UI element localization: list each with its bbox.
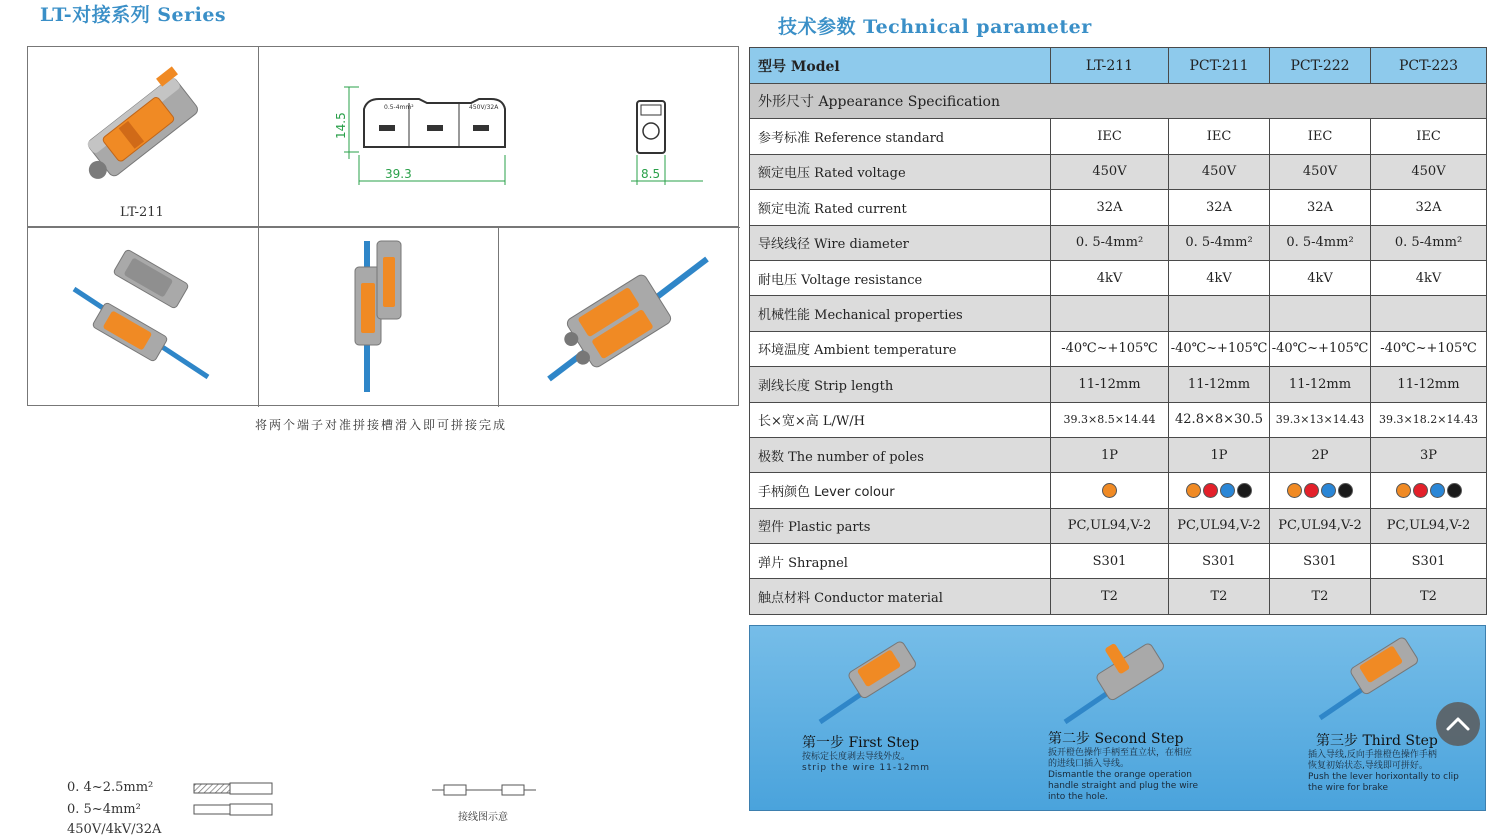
lever-colour-swatch (1413, 483, 1428, 498)
connector-photo-icon (28, 47, 259, 227)
row-value-cell: -40℃~+105℃ (1270, 331, 1371, 366)
row-label-cell: 导线线径 Wire diameter (750, 225, 1051, 260)
step-2-title: 第二步 Second Step (1048, 731, 1184, 747)
row-value-cell: T2 (1051, 579, 1169, 614)
row-label-cell: 长×宽×高 L/W/H (750, 402, 1051, 437)
table-row (750, 544, 1487, 579)
legend-rating: 450V/4kV/32A (67, 822, 162, 837)
scroll-to-top-icon (1436, 702, 1480, 746)
lever-colour-swatch (1237, 483, 1252, 498)
dimension-drawing-cell (259, 47, 739, 227)
row-value-cell: 42.8×8×30.5 (1169, 402, 1270, 437)
row-value-cell: 39.3×8.5×14.44 (1051, 402, 1169, 437)
row-value-cell: 0. 5-4mm² (1169, 225, 1270, 260)
rating-label: 450V/32A (469, 104, 499, 111)
lever-colour-swatches (1396, 483, 1462, 498)
table-row (750, 260, 1487, 295)
product-caption: LT-211 (120, 205, 164, 220)
lever-colour-cell (1270, 473, 1371, 508)
row-value-cell: 0. 5-4mm² (1051, 225, 1169, 260)
row-value-cell: 1P (1051, 437, 1169, 472)
height-dimension: 14.5 (334, 112, 348, 139)
series-title: LT-对接系列 Series (40, 4, 227, 26)
technical-parameter-table (749, 47, 1487, 615)
row-value-cell: 32A (1371, 190, 1487, 225)
row-value-cell: 11-12mm (1371, 367, 1487, 402)
section-label-cell: 外形尺寸 Appearance Specification (750, 84, 1487, 119)
lever-colour-swatch (1220, 483, 1235, 498)
lever-colour-swatch (1102, 483, 1117, 498)
row-value-cell: IEC (1270, 119, 1371, 154)
lever-colour-row (750, 473, 1487, 508)
lever-colour-swatches (1186, 483, 1252, 498)
row-label-cell: 环境温度 Ambient temperature (750, 331, 1051, 366)
row-label-cell: 极数 The number of poles (750, 437, 1051, 472)
table-row (750, 119, 1487, 154)
row-value-cell: IEC (1371, 119, 1487, 154)
table-row (750, 190, 1487, 225)
scroll-to-top-button[interactable] (1436, 702, 1480, 746)
legend-large-gauge: 0. 5~4mm² (67, 802, 141, 817)
lever-colour-cell (1169, 473, 1270, 508)
row-value-cell: 11-12mm (1169, 367, 1270, 402)
row-value-cell: 0. 5-4mm² (1371, 225, 1487, 260)
row-value-cell: IEC (1169, 119, 1270, 154)
assembly-photo-2 (259, 227, 499, 407)
row-value-cell: PC,UL94,V-2 (1169, 508, 1270, 543)
row-label-cell: 耐电压 Voltage resistance (750, 260, 1051, 295)
row-value-cell: 450V (1371, 154, 1487, 189)
row-value-cell: T2 (1270, 579, 1371, 614)
row-value-cell: PC,UL94,V-2 (1051, 508, 1169, 543)
row-value-cell: S301 (1051, 544, 1169, 579)
row-value-cell: 4kV (1051, 260, 1169, 295)
lever-colour-swatch (1396, 483, 1411, 498)
wire-gauge-diagram (190, 778, 280, 818)
row-value-cell: -40℃~+105℃ (1051, 331, 1169, 366)
row-value-cell: 0. 5-4mm² (1270, 225, 1371, 260)
step-1-title: 第一步 First Step (802, 735, 920, 751)
wiring-diagram-caption: 接线图示意 (458, 812, 508, 823)
row-value-cell: -40℃~+105℃ (1169, 331, 1270, 366)
row-value-cell: 2P (1270, 437, 1371, 472)
table-row (750, 367, 1487, 402)
row-value-cell: T2 (1371, 579, 1487, 614)
assembly-photo-3 (499, 227, 739, 407)
connector-photo-icon (499, 227, 739, 407)
connector-photo-icon (259, 227, 499, 407)
product-gallery (27, 46, 739, 406)
row-value-cell: PC,UL94,V-2 (1371, 508, 1487, 543)
row-value-cell: 32A (1051, 190, 1169, 225)
row-value-cell (1051, 296, 1169, 331)
row-value-cell: 11-12mm (1051, 367, 1169, 402)
row-label-cell: 弹片 Shrapnel (750, 544, 1051, 579)
table-row (750, 579, 1487, 614)
spec-label: 0.5-4mm² (384, 104, 414, 111)
row-value-cell: 4kV (1169, 260, 1270, 295)
lever-colour-swatch (1186, 483, 1201, 498)
installation-steps-panel (749, 625, 1486, 811)
product-photo-cell (28, 47, 259, 227)
lever-colour-swatch (1430, 483, 1445, 498)
lever-colour-swatch (1447, 483, 1462, 498)
parameter-title: 技术参数 Technical parameter (778, 16, 1092, 38)
table-row (750, 331, 1487, 366)
lever-colour-swatch (1304, 483, 1319, 498)
table-row (750, 402, 1487, 437)
lever-colour-swatch (1321, 483, 1336, 498)
row-value-cell: 1P (1169, 437, 1270, 472)
row-label-cell: 额定电压 Rated voltage (750, 154, 1051, 189)
row-label-cell: 塑件 Plastic parts (750, 508, 1051, 543)
row-value-cell: 450V (1051, 154, 1169, 189)
table-row (750, 154, 1487, 189)
row-value-cell: 39.3×18.2×14.43 (1371, 402, 1487, 437)
table-row (750, 508, 1487, 543)
row-value-cell: S301 (1169, 544, 1270, 579)
table-section-row (750, 84, 1487, 119)
row-value-cell: 450V (1270, 154, 1371, 189)
row-value-cell: T2 (1169, 579, 1270, 614)
dimension-drawing-icon (259, 47, 739, 227)
row-value-cell (1169, 296, 1270, 331)
wiring-diagram (430, 780, 540, 800)
table-row (750, 296, 1487, 331)
step-1-desc: 按标定长度剥去导线外皮。 strip the wire 11-12mm (802, 752, 931, 773)
row-value-cell (1371, 296, 1487, 331)
grid-divider (28, 227, 740, 228)
header-model-cell: LT-211 (1051, 48, 1169, 84)
row-label-cell: 剥线长度 Strip length (750, 367, 1051, 402)
lever-colour-cell (1051, 473, 1169, 508)
row-value-cell: 11-12mm (1270, 367, 1371, 402)
step-2-desc: 扳开橙色操作手柄至直立状，在相应 的进线口插入导线。 Dismantle the orange operation handle straight and plug the wire into the hole. (1048, 748, 1199, 802)
row-value-cell: 4kV (1371, 260, 1487, 295)
lever-colour-cell (1371, 473, 1487, 508)
row-label-cell: 手柄颜色 Lever colour (750, 473, 1051, 508)
lever-colour-swatch (1203, 483, 1218, 498)
table-header-row (750, 48, 1487, 84)
row-value-cell: 3P (1371, 437, 1487, 472)
lever-colour-swatches (1102, 483, 1117, 498)
header-label-cell: 型号 Model (750, 48, 1051, 84)
row-label-cell: 触点材料 Conductor material (750, 579, 1051, 614)
header-model-cell: PCT-222 (1270, 48, 1371, 84)
table-row (750, 437, 1487, 472)
row-value-cell: 32A (1270, 190, 1371, 225)
row-value-cell: 4kV (1270, 260, 1371, 295)
row-label-cell: 参考标准 Reference standard (750, 119, 1051, 154)
lever-colour-swatches (1287, 483, 1353, 498)
connector-photo-icon (28, 227, 259, 407)
width-dimension: 8.5 (641, 167, 661, 181)
row-value-cell: PC,UL94,V-2 (1270, 508, 1371, 543)
gallery-note: 将两个端子对准拼接槽滑入即可拼接完成 (255, 418, 508, 432)
assembly-photo-1 (28, 227, 259, 407)
row-value-cell: -40℃~+105℃ (1371, 331, 1487, 366)
row-value-cell: 32A (1169, 190, 1270, 225)
row-value-cell: IEC (1051, 119, 1169, 154)
header-model-cell: PCT-211 (1169, 48, 1270, 84)
row-value-cell: 450V (1169, 154, 1270, 189)
table-row (750, 225, 1487, 260)
row-value-cell (1270, 296, 1371, 331)
length-dimension: 39.3 (385, 167, 412, 181)
legend-small-gauge: 0. 4~2.5mm² (67, 780, 154, 795)
row-value-cell: S301 (1270, 544, 1371, 579)
step-3-desc: 插入导线,反向手推橙色操作手柄 恢复初始状态,导线即可拼好。 Push the lever horixontally to clip the wire for brake (1308, 750, 1459, 793)
lever-colour-swatch (1287, 483, 1302, 498)
step-3-title: 第三步 Third Step (1316, 733, 1438, 749)
header-model-cell: PCT-223 (1371, 48, 1487, 84)
row-label-cell: 额定电流 Rated current (750, 190, 1051, 225)
row-value-cell: 39.3×13×14.43 (1270, 402, 1371, 437)
lever-colour-swatch (1338, 483, 1353, 498)
row-value-cell: S301 (1371, 544, 1487, 579)
row-label-cell: 机械性能 Mechanical properties (750, 296, 1051, 331)
